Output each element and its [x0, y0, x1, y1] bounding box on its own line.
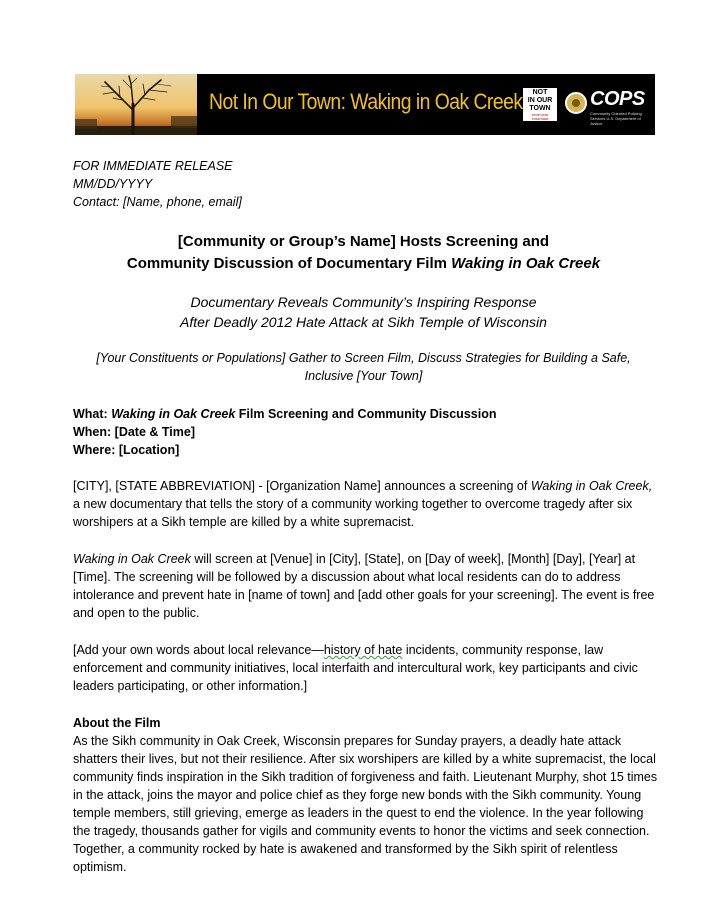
header-banner	[75, 74, 655, 135]
subheadline: Documentary Reveals Community’s Inspiring Response After Deadly 2012 Hate Attack at Sikh Temple of Wisconsin	[180, 294, 547, 330]
release-line: FOR IMMEDIATE RELEASE	[73, 159, 233, 173]
contact-line: Contact: [Name, phone, email]	[73, 195, 242, 209]
tree-sunset-photo	[75, 74, 197, 135]
cops-logo: COPS	[590, 88, 645, 110]
release-info	[73, 157, 242, 211]
event-where: Where: [Location]	[73, 443, 180, 457]
local-relevance-paragraph: [Add your own words about local relevance—history of hate incidents, community response, law enforcement and community initiatives, local interfaith and intercultural work, key participants and civic leaders participating, or other information.]	[73, 643, 638, 693]
banner-title: Not In Our Town: Waking in Oak Creek	[209, 89, 523, 114]
cops-subtitle: Community Oriented Policing Services U.S. Department of Justice	[590, 111, 642, 126]
date-line: MM/DD/YYYY	[73, 177, 153, 191]
event-when: When: [Date & Time]	[73, 425, 195, 439]
page-title: [Community or Group’s Name] Hosts Screening and Community Discussion of Documentary Film Waking in Oak Creek	[126, 233, 601, 272]
not-in-our-town-logo: NOT IN OUR TOWN STOP HATE TOGETHER	[523, 88, 557, 121]
screening-paragraph: Waking in Oak Creek will screen at [Venue] in [City], [State], on [Day of week], [Month] [Day], [Year] at [Time]. The screening will be followed by a discussion about what local residents can do to address intolerance and prevent hate in [name of town] and [add other goals for your screening]. The event is free and open to the public.	[73, 552, 655, 620]
spellcheck-flagged-text: history of hate	[323, 643, 403, 657]
about-heading: About the Film	[73, 716, 161, 730]
announcement-paragraph: [CITY], [STATE ABBREVIATION] - [Organization Name] announces a screening of Waking in Oak Creek, a new documentary that tells the story of a community working together to overcome tragedy after six worshipers at a Sikh temple are killed by a white supremacist.	[73, 479, 653, 529]
event-what: What: Waking in Oak Creek Film Screening and Community Discussion	[73, 407, 497, 421]
event-details	[73, 405, 496, 459]
about-body: As the Sikh community in Oak Creek, Wisconsin prepares for Sunday prayers, a deadly hate attack shatters their lives, but not their resilience. After six worshipers are killed by a white supremacist, the local community finds inspiration in the Sikh tradition of forgiveness and faith. Lieutenant Murphy, shot 15 times in the attack, joins the mayor and police chief as they forge new bonds with the Sikh community. Young temple members, still grieving, emerge as leaders in the quest to end the violence. In the year following the tragedy, thousands gather for vigils and community events to honor the victims and seek connection. Together, a community rocked by hate is awakened and transformed by the Sikh spirit of relentless optimism.	[73, 734, 658, 874]
secondary-subheadline: [Your Constituents or Populations] Gather to Screen Film, Discuss Strategies for Building a Safe, Inclusive [Your Town]	[96, 351, 631, 383]
doj-seal-icon	[565, 92, 587, 114]
